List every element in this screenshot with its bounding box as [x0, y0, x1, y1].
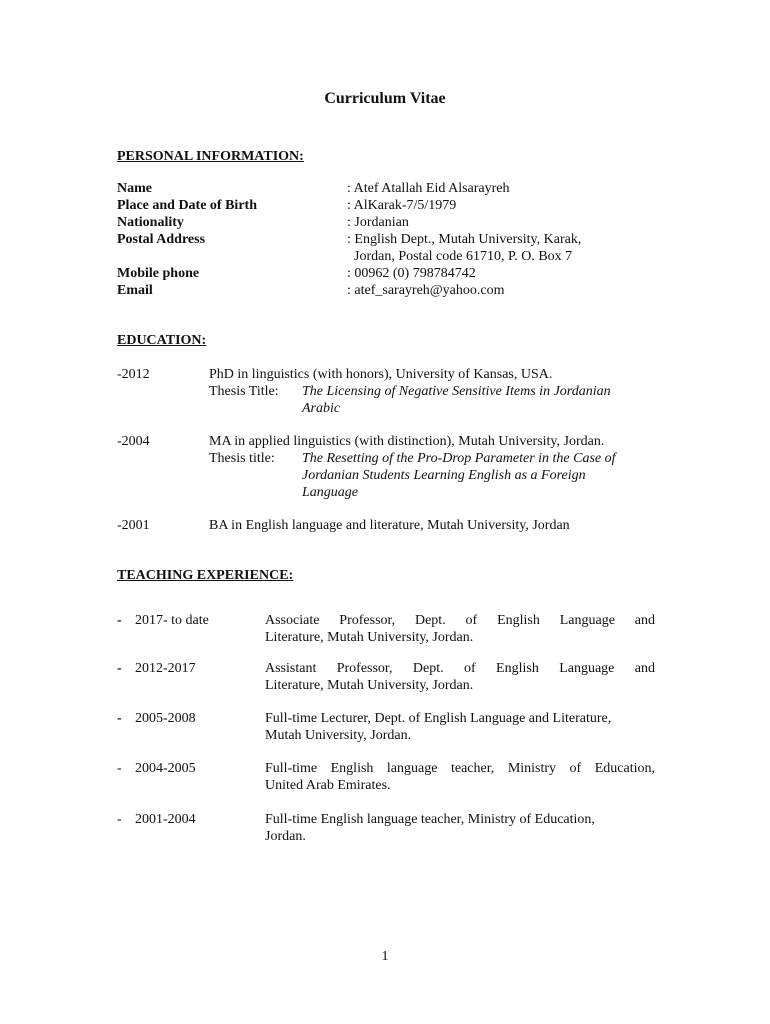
thesis-title-line: Language — [302, 485, 358, 500]
info-value — [347, 214, 647, 231]
thesis-label: Thesis Title: — [209, 384, 279, 399]
thesis-title-line: Arabic — [302, 401, 341, 416]
personal-information-heading: PERSONAL INFORMATION: — [117, 149, 304, 164]
thesis-title — [302, 450, 659, 501]
teaching-years: 2001-2004 — [135, 812, 196, 827]
teaching-description — [265, 660, 655, 694]
education-degree: PhD in linguistics (with honors), University of Kansas, USA. — [209, 367, 553, 382]
teaching-experience-heading: TEACHING EXPERIENCE: — [117, 568, 294, 583]
teaching-description-line: Literature, Mutah University, Jordan. — [265, 678, 474, 693]
bullet-dash: - — [117, 812, 122, 827]
info-row-postal-address — [117, 231, 657, 265]
bullet-dash: - — [117, 661, 122, 676]
teaching-description — [265, 760, 655, 794]
bullet-dash: - — [117, 711, 122, 726]
info-label: Nationality — [117, 215, 184, 230]
thesis-label: Thesis title: — [209, 451, 275, 466]
info-value — [347, 265, 647, 282]
bullet-dash: - — [117, 761, 122, 776]
teaching-description-line: United Arab Emirates. — [265, 778, 391, 793]
teaching-years: 2017- to date — [135, 613, 209, 628]
teaching-description-line: Full-time English language teacher, Ministry of Education, — [265, 761, 655, 776]
education-body — [209, 366, 659, 417]
info-value-line: : English Dept., Mutah University, Karak, — [347, 232, 582, 247]
education-year: -2001 — [117, 518, 150, 533]
thesis-title — [302, 383, 659, 417]
education-degree: BA in English language and literature, Mutah University, Jordan — [209, 518, 570, 533]
info-value-line: : AlKarak-7/5/1979 — [347, 198, 457, 213]
education-year: -2004 — [117, 434, 150, 449]
thesis-title-line: The Resetting of the Pro-Drop Parameter in the Case of — [302, 451, 616, 466]
teaching-description-line: Literature, Mutah University, Jordan. — [265, 630, 474, 645]
info-row-nationality — [117, 214, 657, 231]
education-degree: MA in applied linguistics (with distinction), Mutah University, Jordan. — [209, 434, 605, 449]
info-label: Email — [117, 283, 153, 298]
info-value-line: Jordan, Postal code 61710, P. O. Box 7 — [347, 249, 573, 264]
thesis-row — [209, 450, 659, 501]
page-number: 1 — [381, 949, 389, 964]
education-heading: EDUCATION: — [117, 333, 207, 348]
info-row-email — [117, 282, 657, 299]
info-label: Place and Date of Birth — [117, 198, 257, 213]
info-row-birth — [117, 197, 657, 214]
info-row-name — [117, 180, 657, 197]
info-value-line: : Atef Atallah Eid Alsarayreh — [347, 181, 510, 196]
teaching-years: 2012-2017 — [135, 661, 196, 676]
thesis-title-line: Jordanian Students Learning English as a Foreign — [302, 468, 586, 483]
teaching-description-line: Associate Professor, Dept. of English Language and — [265, 613, 655, 628]
bullet-dash: - — [117, 613, 122, 628]
info-label: Mobile phone — [117, 266, 200, 281]
info-label: Name — [117, 181, 152, 196]
teaching-description-line: Mutah University, Jordan. — [265, 728, 412, 743]
info-label: Postal Address — [117, 232, 206, 247]
info-value-line: : Jordanian — [347, 215, 409, 230]
teaching-description-line: Jordan. — [265, 829, 306, 844]
info-value — [347, 197, 647, 214]
teaching-years: 2005-2008 — [135, 711, 196, 726]
teaching-description — [265, 710, 655, 744]
teaching-description-line: Full-time Lecturer, Dept. of English Language and Literature, — [265, 711, 612, 726]
info-row-mobile — [117, 265, 657, 282]
teaching-description — [265, 612, 655, 646]
teaching-years: 2004-2005 — [135, 761, 196, 776]
info-value-line: : atef_sarayreh@yahoo.com — [347, 283, 505, 298]
thesis-row — [209, 383, 659, 417]
education-year: -2012 — [117, 367, 150, 382]
teaching-description-line: Full-time English language teacher, Ministry of Education, — [265, 812, 595, 827]
teaching-description-line: Assistant Professor, Dept. of English Language and — [265, 661, 655, 676]
education-body — [209, 433, 659, 501]
info-value — [347, 282, 647, 299]
info-value — [347, 180, 647, 197]
education-body — [209, 517, 659, 534]
info-value-line: : 00962 (0) 798784742 — [347, 266, 476, 281]
thesis-title-line: The Licensing of Negative Sensitive Items in Jordanian — [302, 384, 611, 399]
info-value — [347, 231, 647, 265]
teaching-description — [265, 811, 655, 845]
document-title: Curriculum Vitae — [324, 90, 446, 107]
